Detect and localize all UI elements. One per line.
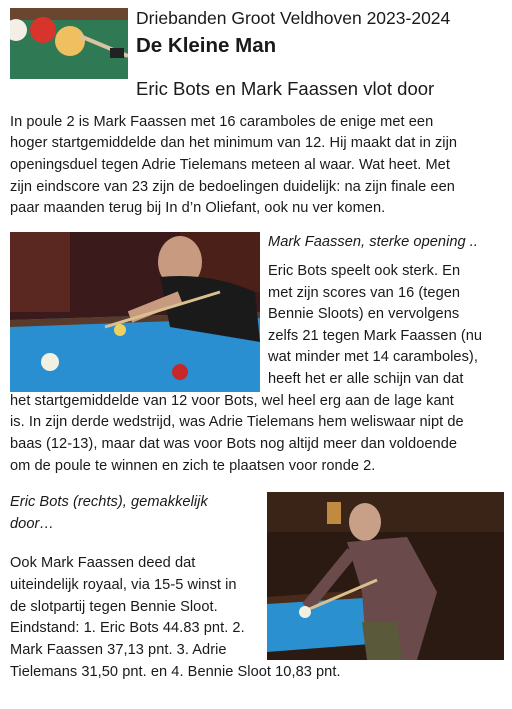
final-standings-line: Tielemans 31,50 pnt. en 4. Bennie Sloot 10,83 pnt. — [10, 664, 341, 680]
closing-line: uiteindelijk royaal, via 15-5 winst in — [10, 577, 237, 593]
photo-eric-bots — [267, 492, 504, 660]
side-line: Eric Bots speelt ook sterk. En — [268, 263, 461, 279]
photo-mark-faassen — [10, 232, 260, 392]
intro-line: openingsduel tegen Adrie Tielemans meteen al waar. Wat heet. Met — [10, 157, 450, 173]
body-line: om de poule te winnen en zich te plaatsen voor ronde 2. — [10, 458, 376, 474]
headline: Eric Bots en Mark Faassen vlot door — [136, 78, 435, 99]
side-line: heeft het er alle schijn van dat — [268, 371, 464, 387]
side-line: Bennie Sloots) en vervolgens — [268, 306, 460, 322]
body-line: baas (12-13), maar dat was voor Bots nog altijd meer dan voldoende — [10, 436, 458, 452]
intro-line: In poule 2 is Mark Faassen met 16 caramboles de enige met een — [10, 114, 434, 130]
closing-line: Eindstand: 1. Eric Bots 44.83 pnt. 2. — [10, 620, 245, 636]
closing-line: Ook Mark Faassen deed dat — [10, 555, 196, 571]
photo1-caption: Mark Faassen, sterke opening .. — [268, 234, 479, 250]
side-line: met zijn scores van 16 (tegen — [268, 285, 461, 301]
body-line: het startgemiddelde van 12 voor Bots, wel heel erg aan de lage kant — [10, 393, 454, 409]
body-line: is. In zijn derde wedstrijd, was Adrie Tielemans hem weliswaar nipt de — [10, 414, 464, 430]
photo2-caption-line: Eric Bots (rechts), gemakkelijk — [10, 494, 208, 510]
side-line: zelfs 21 tegen Mark Faassen (nu — [268, 328, 483, 344]
side-line: wat minder met 14 caramboles), — [268, 349, 478, 365]
closing-line: Mark Faassen 37,13 pnt. 3. Adrie — [10, 642, 227, 658]
intro-line: paar maanden terug bij In d’n Oliefant, ook nu ver komen. — [10, 200, 386, 216]
photo2-caption-line: door… — [10, 516, 55, 532]
intro-line: zijn eindscore van 23 zijn de bedoelingen duidelijk: na zijn finale een — [10, 179, 455, 195]
series-title: Driebanden Groot Veldhoven 2023-2024 — [136, 8, 451, 28]
header-logo-photo — [10, 8, 128, 79]
closing-line: de slotpartij tegen Bennie Sloot. — [10, 599, 218, 615]
column-title: De Kleine Man — [136, 34, 277, 57]
intro-line: hoger startgemiddelde dan het minimum van 12. Hij maakt dat in zijn — [10, 135, 458, 151]
